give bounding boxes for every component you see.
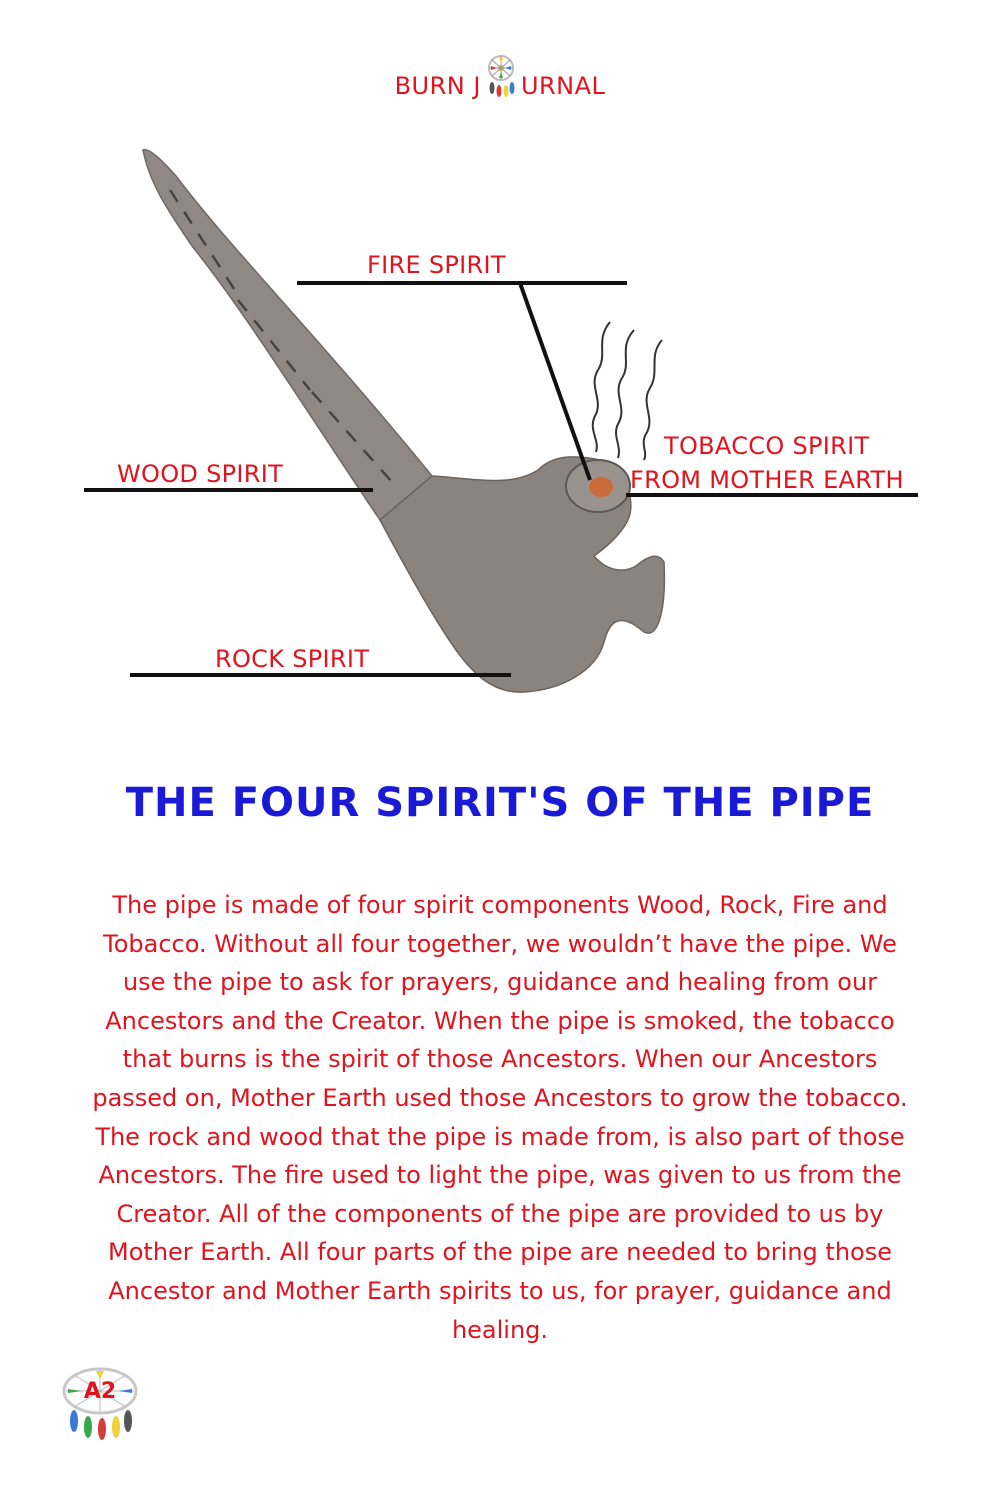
header-prefix: BURN J [394, 72, 481, 100]
dreamcatcher-icon [60, 1365, 140, 1445]
page-title: THE FOUR SPIRIT'S OF THE PIPE [125, 780, 875, 826]
rock-spirit-label: ROCK SPIRIT [215, 645, 370, 673]
header-suffix: URNAL [520, 72, 606, 100]
tobacco-spirit-label-line1: TOBACCO SPIRIT [664, 432, 870, 460]
smoke-lines [593, 322, 662, 460]
wood-spirit-label: WOOD SPIRIT [117, 460, 284, 488]
tobacco-spirit-label-line2: FROM MOTHER EARTH [630, 466, 904, 494]
page-number: A2 [83, 1379, 117, 1404]
fire-spirit-label: FIRE SPIRIT [367, 251, 506, 279]
tobacco-ember [589, 477, 613, 497]
body-paragraph: The pipe is made of four spirit components Wood, Rock, Fire and Tobacco. Without all four together, we wouldn’t have the pipe. We use the pipe to ask for prayers, guidance and healing from our Ancestors and the Creator. When the pipe is smoked, the tobacco that burns is the spirit of those Ancestors. When our Ancestors passed on, Mother Earth used those Ancestors to grow the tobacco. The rock and wood that the pipe is made from, is also part of those Ancestors. The fire used to light the pipe, was given to us from the Creator. All of the components of the pipe are provided to us by Mother Earth. All four parts of the pipe are needed to bring those Ancestor and Mother Earth spirits to us, for prayer, guidance and healing. [92, 891, 908, 1344]
